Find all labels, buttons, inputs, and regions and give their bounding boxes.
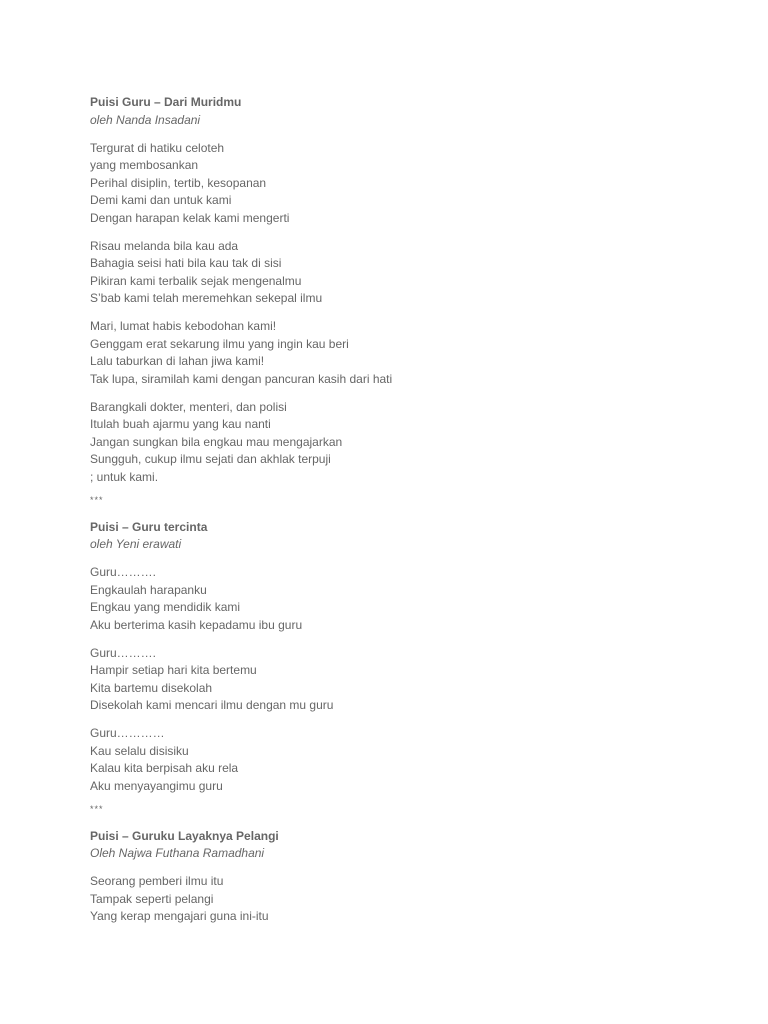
poem-stanza [90,645,730,715]
poem-stanza [90,318,730,388]
poem-line: Tak lupa, siramilah kami dengan pancuran kasih dari hati [90,371,393,386]
poem-line: Kalau kita berpisah aku rela [90,761,239,775]
document-page [90,94,730,926]
poem-line: Aku berterima kasih kepadamu ibu guru [90,617,303,632]
poem-line: Lalu taburkan di lahan jiwa kami! [90,354,265,368]
poem-line: Yang kerap mengajari guna ini-itu [90,909,269,923]
poem-author: oleh Nanda Insadani [90,112,201,127]
poem-line: Engkaulah harapanku [90,582,207,597]
poem-line: Demi kami dan untuk kami [90,193,232,207]
poem-stanza [90,873,730,926]
poem-line: ; untuk kami. [90,469,159,484]
poem-line: Tergurat di hatiku celoteh [90,140,225,155]
poem-line: Guru………. [90,565,157,579]
poem-stanza [90,725,730,795]
poem-line: Pikiran kami terbalik sejak mengenalmu [90,273,302,288]
poem-line: Hampir setiap hari kita bertemu [90,663,257,677]
poem-title: Puisi – Guru tercinta [90,519,208,534]
poem-line: Guru………… [90,726,165,740]
poem-section [90,828,730,926]
poem-stanza [90,140,730,228]
poem-line: Jangan sungkan bila engkau mau mengajarkan [90,434,343,449]
poem-line: Kita bartemu disekolah [90,680,213,695]
poem-line: Risau melanda bila kau ada [90,238,239,253]
poem-line: Seorang pemberi ilmu itu [90,874,224,888]
poem-title: Puisi Guru – Dari Muridmu [90,95,242,109]
poem-line: Aku menyayangimu guru [90,778,223,793]
poem-section [90,519,730,819]
poem-line: Perihal disiplin, tertib, kesopanan [90,175,267,190]
poem-author: Oleh Najwa Futhana Ramadhani [90,846,265,860]
poem-line: Kau selalu disisiku [90,743,189,758]
poem-line: yang membosankan [90,158,199,172]
section-separator: *** [90,495,104,505]
poem-line: Itulah buah ajarmu yang kau nanti [90,417,271,431]
poem-line: Mari, lumat habis kebodohan kami! [90,319,277,333]
poem-title: Puisi – Guruku Layaknya Pelangi [90,828,279,843]
poem-stanza [90,399,730,487]
poem-author: oleh Yeni erawati [90,537,182,551]
poem-line: Barangkali dokter, menteri, dan polisi [90,399,287,414]
poem-section [90,94,730,510]
section-separator: *** [90,804,104,814]
poem-line: Engkau yang mendidik kami [90,600,241,614]
poem-line: Genggam erat sekarung ilmu yang ingin kau beri [90,336,349,351]
poem-stanza [90,564,730,634]
poem-line: S’bab kami telah meremehkan sekepal ilmu [90,291,323,305]
poem-line: Disekolah kami mencari ilmu dengan mu guru [90,698,334,712]
poem-line: Dengan harapan kelak kami mengerti [90,210,290,225]
poem-line: Sungguh, cukup ilmu sejati dan akhlak terpuji [90,452,331,466]
poem-line: Bahagia seisi hati bila kau tak di sisi [90,256,282,270]
poem-line: Tampak seperti pelangi [90,891,214,906]
poem-stanza [90,238,730,308]
poem-line: Guru………. [90,645,157,660]
